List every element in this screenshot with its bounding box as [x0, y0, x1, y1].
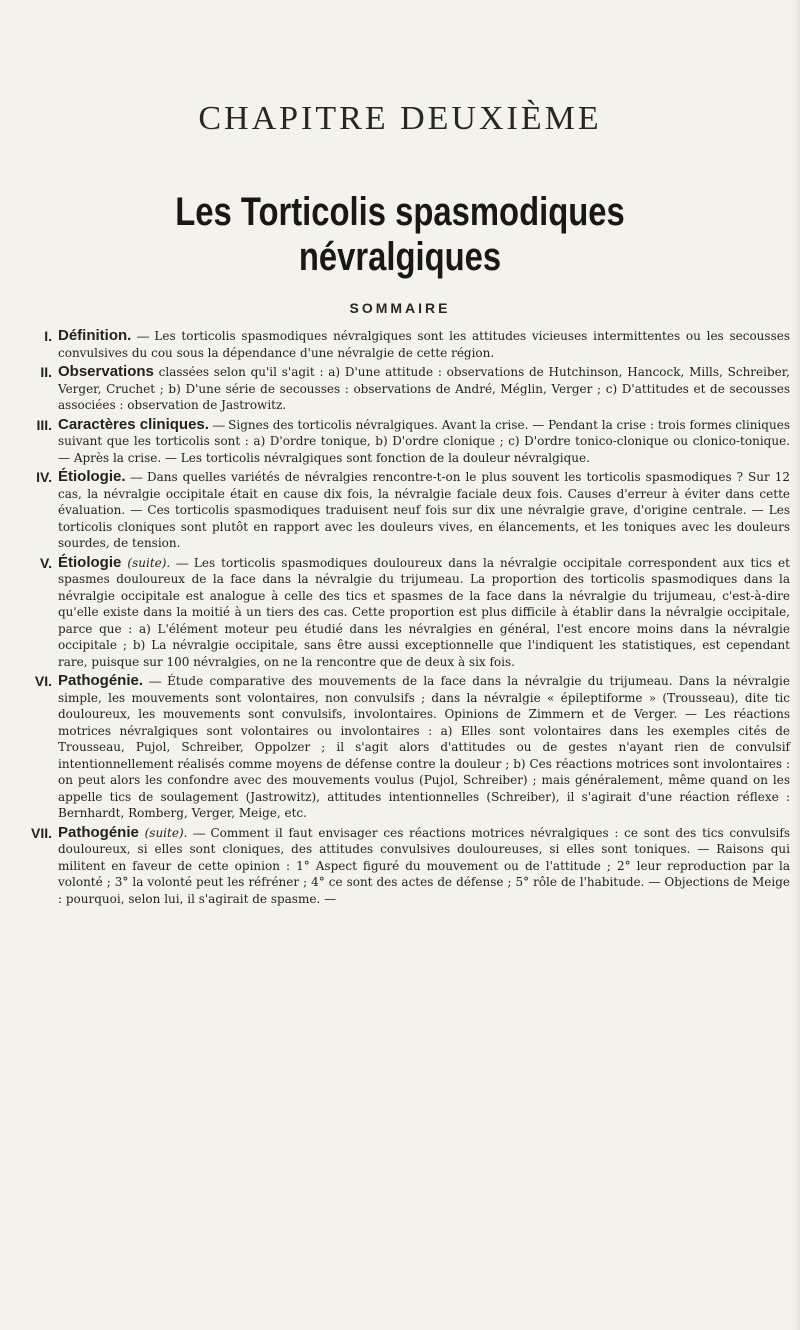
section-text: Dans quelles variétés de névralgies rencontre-t-on le plus souvent les torticolis spasmodiques ? Sur 12 cas, la névralgie occipitale était en cause dix fois, la névralgie faciale deux fois. Causes d'erreur à éviter dans cette évaluation. — Ces torticolis spasmodiques traduisent neuf fois sur dix une névralgie grave, d'origine centrale. — Les torticolis cloniques sont plutôt en rapport avec les douleurs vives, en élancements, et les toniques avec les douleurs sourdes, de tension.	[58, 470, 790, 550]
section-number: V.	[40, 554, 52, 571]
section-suffix: (suite).	[127, 555, 171, 570]
section-number: IV.	[36, 469, 52, 485]
page-edge-shadow	[794, 0, 800, 1330]
section-heading: Observations	[58, 363, 154, 380]
section-7: VII. Pathogénie (suite). — Comment il faut envisager ces réactions motrices névralgiques : ce sont des tics convulsifs douloureux, si elles sont cloniques, des attitudes convulsives douloureuses, si elles sont toniques. — Raisons qui militent en faveur de cette opinion : 1° Aspect figuré du mouvement ou de l'attitude ; 2° leur reproduction par la volonté ; 3° la volonté peut les réfréner ; 4° ce sont des actes de défense ; 5° rôle de l'habitude. — Objections de Meige : pourquoi, selon lui, il s'agirait de spasme. —	[18, 825, 790, 908]
section-1: I. Définition. — Les torticolis spasmodiques névralgiques sont les attitudes vicieuses intermittentes ou les secousses convulsives du cou sous la dépendance d'une névralgie de cette région.	[18, 328, 790, 361]
chapter-heading: CHAPITRE DEUXIÈME	[198, 100, 602, 137]
summary-label: SOMMAIRE	[349, 300, 451, 316]
section-suffix: (suite).	[144, 825, 188, 840]
section-3: III. Caractères cliniques. — Signes des torticolis névralgiques. Avant la crise. — Pendant la crise : trois formes cliniques suivant que les torticolis sont : a) D'ordre tonique, b) D'ordre clonique ; c) D'ordre tonico-clonique ou clonico-tonique. — Après la crise. — Les torticolis névralgiques sont fonction de la douleur névralgique.	[18, 417, 790, 467]
section-number: VI.	[34, 673, 52, 689]
chapter-title: Les Torticolis spasmodiques névralgiques	[175, 190, 625, 279]
section-text: Comment il faut envisager ces réactions motrices névralgiques : ce sont des tics convulsifs douloureux, si elles sont cloniques, des attitudes convulsives douloureuses, si elles sont toniques. — Raisons qui militent en faveur de cette opinion : 1° Aspect figuré du mouvement ou de l'attitude ; 2° leur reproduction par la volonté ; 3° la volonté peut les réfréner ; 4° ce sont des actes de défense ; 5° rôle de l'habitude. — Objections de Meige : pourquoi, selon lui, il s'agirait de spasme. —	[58, 825, 790, 906]
section-5: V. Étiologie (suite). — Les torticolis spasmodiques douloureux dans la névralgie occipitale correspondent aux tics et spasmes douloureux de la face dans la névralgie du trijumeau. La proportion des torticolis spasmodiques dans la névralgie occipitale est analogue à celle des tics et spasmes de la face dans la névralgie du trijumeau, c'est-à-dire qu'elle existe dans la moitié à un tiers des cas. Cette proportion est plus difficile à établir dans la névralgie occipitale, parce que : a) L'élément moteur peu étudié dans les névralgies en général, l'est encore moins dans la névralgie occipitale ; b) La névralgie occipitale, sans être aussi exceptionnelle que l'indiquent les statistiques, est cependant rare, puisque sur 100 névralgies, on ne la rencontre que de deux à six fois.	[18, 555, 790, 671]
section-text: classées selon qu'il s'agit : a) D'une attitude : observations de Hutchinson, Hancock, Mills, Schreiber, Verger, Cruchet ; b) D'une série de secousses : observations de André, Méglin, Verger ; c) D'attitudes et de secousses associées : observation de Jastrowitz.	[58, 365, 790, 412]
section-number: I.	[44, 328, 52, 344]
section-text: Étude comparative des mouvements de la face dans la névralgie du trijumeau. Dans la névralgie simple, les mouvements sont volontaires, non convulsifs ; dans la névralgie « épileptiforme » (Trousseau), dite tic douloureux, les mouvements sont convulsifs, involontaires. Opinions de Zimmern et de Verger. — Les réactions motrices névralgiques sont volontaires ou involontaires : a) Elles sont volontaires dans les exemples cités de Trousseau, Pujol, Schreiber, Oppolzer ; il s'agit alors d'attitudes ou de gestes n'ayant rien de convulsif intentionnellement réalisés comme moyens de défense contre la douleur ; b) Ces réactions motrices sont involontaires : on peut alors les confondre avec des mouvements voulus (Pujol, Schreiber) ; mais généralement, même quand on les appelle tics de soulagement (Jastrowitz), attitudes intentionnelles (Schreiber), il s'agirait d'une réaction réflexe : Bernhardt, Romberg, Verger, Meige, etc.	[58, 674, 790, 820]
section-number: VII.	[30, 824, 52, 841]
section-6: VI. Pathogénie. — Étude comparative des mouvements de la face dans la névralgie du trijumeau. Dans la névralgie simple, les mouvements sont volontaires, non convulsifs ; dans la névralgie « épileptiforme » (Trousseau), dite tic douloureux, les mouvements sont convulsifs, involontaires. Opinions de Zimmern et de Verger. — Les réactions motrices névralgiques sont volontaires ou involontaires : a) Elles sont volontaires dans les exemples cités de Trousseau, Pujol, Schreiber, Oppolzer ; il s'agit alors d'attitudes ou de gestes n'ayant rien de convulsif intentionnellement réalisés comme moyens de défense contre la douleur ; b) Ces réactions motrices sont involontaires : on peut alors les confondre avec des mouvements voulus (Pujol, Schreiber) ; mais généralement, même quand on les appelle tics de soulagement (Jastrowitz), attitudes intentionnelles (Schreiber), il s'agirait d'une réaction réflexe : Bernhardt, Romberg, Verger, Meige, etc.	[18, 673, 790, 822]
section-number: III.	[36, 416, 52, 433]
section-heading: Caractères cliniques.	[58, 415, 209, 433]
section-heading: Étiologie.	[58, 468, 126, 485]
section-text: Les torticolis spasmodiques névralgiques sont les attitudes vicieuses intermittentes ou les secousses convulsives du cou sous la dépendance d'une névralgie de cette région.	[58, 329, 790, 360]
section-text: Signes des torticolis névralgiques. Avant la crise. — Pendant la crise : trois formes cliniques suivant que les torticolis sont : a) D'ordre tonique, b) D'ordre clonique ; c) D'ordre tonico-clonique ou clonico-tonique. — Après la crise. — Les torticolis névralgiques sont fonction de la douleur névralgique.	[58, 417, 790, 465]
section-2	[18, 364, 790, 414]
section-number: II.	[40, 364, 52, 380]
section-heading: Étiologie	[58, 553, 122, 571]
section-text: Les torticolis spasmodiques douloureux dans la névralgie occipitale correspondent aux tics et spasmes douloureux de la face dans la névralgie du trijumeau. La proportion des torticolis spasmodiques dans la névralgie occipitale est analogue à celle des tics et spasmes de la face dans la névralgie du trijumeau, c'est-à-dire qu'elle existe dans la moitié à un tiers des cas. Cette proportion est plus difficile à établir dans la névralgie occipitale, parce que : a) L'élément moteur peu étudié dans les névralgies en général, l'est encore moins dans la névralgie occipitale ; b) La névralgie occipitale, sans être aussi exceptionnelle que l'indiquent les statistiques, est cependant rare, puisque sur 100 névralgies, on ne la rencontre que de deux à six fois.	[58, 555, 790, 669]
section-heading: Pathogénie	[58, 823, 139, 841]
section-4: IV. Étiologie. — Dans quelles variétés de névralgies rencontre-t-on le plus souvent les torticolis spasmodiques ? Sur 12 cas, la névralgie occipitale était en cause dix fois, la névralgie faciale deux fois. Causes d'erreur à éviter dans cette évaluation. — Ces torticolis spasmodiques traduisent neuf fois sur dix une névralgie grave, d'origine centrale. — Les torticolis cloniques sont plutôt en rapport avec les douleurs vives, en élancements, et les toniques avec les douleurs sourdes, de tension.	[18, 469, 790, 552]
section-heading: Pathogénie.	[58, 672, 144, 689]
section-heading: Définition.	[58, 327, 132, 344]
summary-sections	[18, 328, 790, 910]
